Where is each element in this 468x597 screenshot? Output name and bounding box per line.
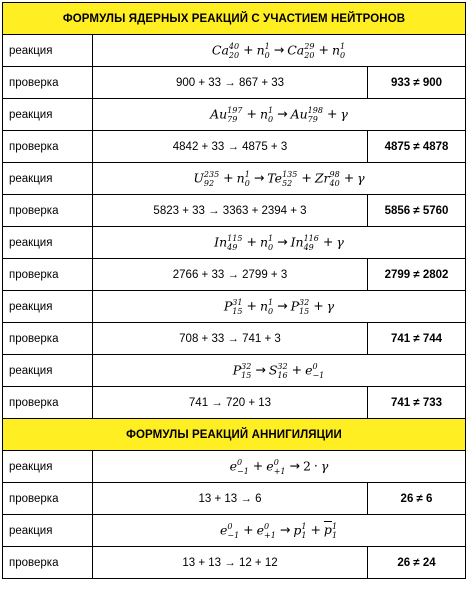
- row-label: реакция: [3, 355, 93, 387]
- row-label: проверка: [3, 67, 93, 99]
- check-calc: 4842 + 33 → 4875 + 3: [93, 131, 368, 163]
- reaction-formula: Ca 40 20 + n 1 0 → Ca 29 20 + n 1 0: [93, 35, 466, 67]
- reaction-formula: U 235 92 + n 1 0 → Te 135 52 + Zr 98 40 + γ: [93, 163, 466, 195]
- check-result: 26 ≠ 6: [368, 483, 466, 515]
- reaction-formula: P 31 15 + n 1 0 → P 32 15 + γ: [93, 291, 466, 323]
- row-label: проверка: [3, 483, 93, 515]
- check-calc: 900 + 33 → 867 + 33: [93, 67, 368, 99]
- table-row: [3, 67, 466, 99]
- reaction-formula: Au 197 79 + n 1 0 → Au 198 79 + γ: [93, 99, 466, 131]
- check-calc: 708 + 33 → 741 + 3: [93, 323, 368, 355]
- reactions-table: [2, 2, 466, 579]
- check-result: 741 ≠ 744: [368, 323, 466, 355]
- table-row: [3, 547, 466, 579]
- check-calc: 13 + 13 → 6: [93, 483, 368, 515]
- check-result: 5856 ≠ 5760: [368, 195, 466, 227]
- table-row: [3, 323, 466, 355]
- row-label: реакция: [3, 515, 93, 547]
- reaction-formula: P 32 15 → S 32 16 + e 0 −1: [93, 355, 466, 387]
- table-row: [3, 483, 466, 515]
- check-result: 4875 ≠ 4878: [368, 131, 466, 163]
- row-label: реакция: [3, 99, 93, 131]
- table-row: [3, 387, 466, 419]
- table-row: [3, 35, 466, 67]
- table-row: [3, 291, 466, 323]
- table-row: [3, 227, 466, 259]
- row-label: реакция: [3, 451, 93, 483]
- row-label: реакция: [3, 35, 93, 67]
- row-label: проверка: [3, 131, 93, 163]
- check-result: 933 ≠ 900: [368, 67, 466, 99]
- check-result: 741 ≠ 733: [368, 387, 466, 419]
- reaction-formula: In 115 49 + n 1 0 → In 116 49 + γ: [93, 227, 466, 259]
- reaction-formula: e 0 −1 + e 0 +1 → p 1 1 + p 1 1: [93, 515, 466, 547]
- row-label: реакция: [3, 227, 93, 259]
- section-title-neutron: ФОРМУЛЫ ЯДЕРНЫХ РЕАКЦИЙ С УЧАСТИЕМ НЕЙТРОНОВ: [3, 3, 466, 35]
- check-calc: 5823 + 33 → 3363 + 2394 + 3: [93, 195, 368, 227]
- table-row: [3, 99, 466, 131]
- check-result: 26 ≠ 24: [368, 547, 466, 579]
- row-label: реакция: [3, 291, 93, 323]
- row-label: проверка: [3, 259, 93, 291]
- table-row: [3, 163, 466, 195]
- table-row: [3, 195, 466, 227]
- section-title-annihilation: ФОРМУЛЫ РЕАКЦИЙ АННИГИЛЯЦИИ: [3, 419, 466, 451]
- table-row: [3, 355, 466, 387]
- check-calc: 741 → 720 + 13: [93, 387, 368, 419]
- check-result: 2799 ≠ 2802: [368, 259, 466, 291]
- row-label: проверка: [3, 547, 93, 579]
- row-label: проверка: [3, 195, 93, 227]
- table-row: [3, 451, 466, 483]
- check-calc: 2766 + 33 → 2799 + 3: [93, 259, 368, 291]
- check-calc: 13 + 13 → 12 + 12: [93, 547, 368, 579]
- row-label: проверка: [3, 323, 93, 355]
- table-row: [3, 259, 466, 291]
- table-row: [3, 131, 466, 163]
- row-label: проверка: [3, 387, 93, 419]
- table-row: [3, 515, 466, 547]
- row-label: реакция: [3, 163, 93, 195]
- reaction-formula: e 0 −1 + e 0 +1 → 2 · γ: [93, 451, 466, 483]
